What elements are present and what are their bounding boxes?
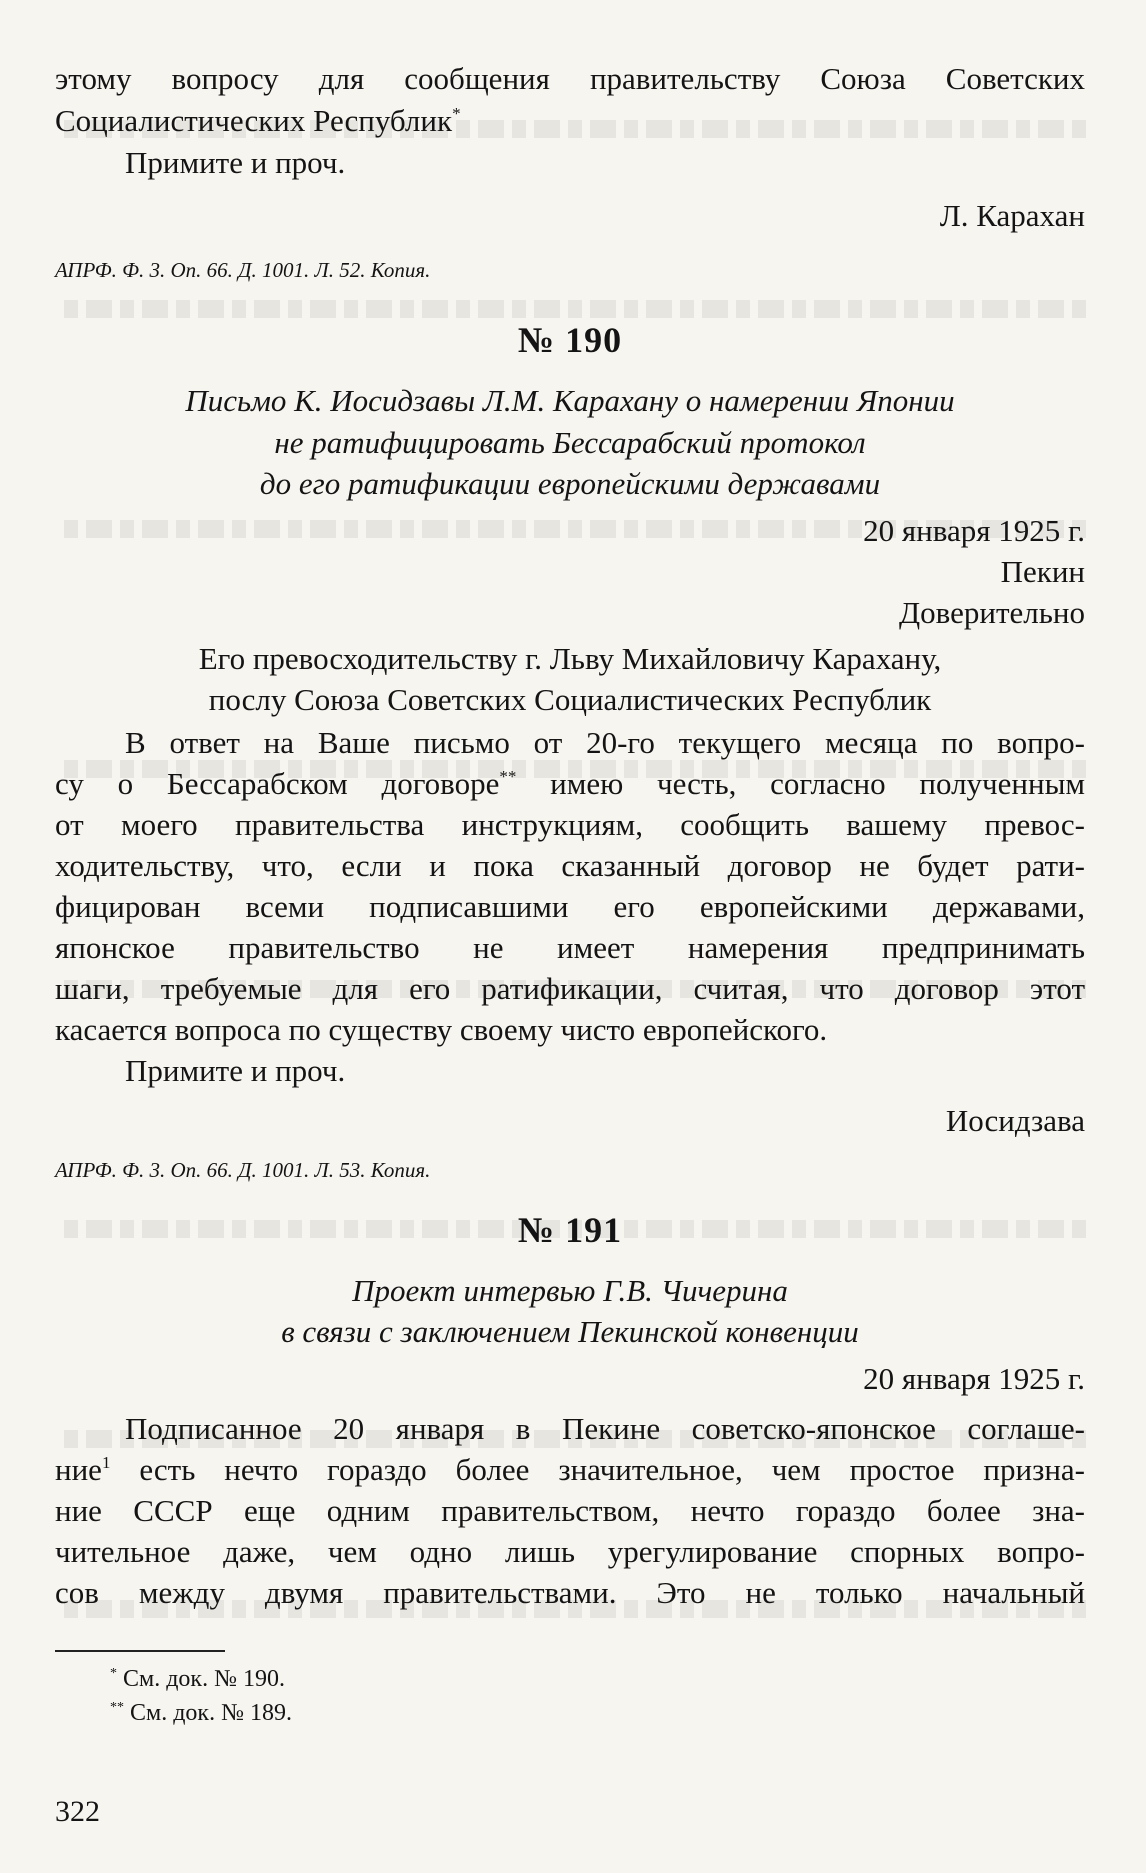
document-place: Пекин	[1000, 554, 1085, 589]
document-title-line: в связи с заключением Пекинской конвенции	[281, 1314, 859, 1349]
body-line: ходительству, что, если и пока сказанный договор не будет рати-	[55, 848, 1085, 883]
body-line: сов между двумя правительствами. Это не только начальный	[55, 1575, 1085, 1610]
body-line	[55, 1449, 1085, 1490]
document-date: 20 января 1925 г.	[863, 513, 1085, 548]
body-line: от моего правительства инструкциям, сообщить вашему превос-	[55, 807, 1085, 842]
signature: Иосидзава	[945, 1103, 1085, 1138]
text-fragment: ние	[55, 1452, 102, 1487]
footnote	[110, 1664, 285, 1694]
archive-source: АПРФ. Ф. 3. Оп. 66. Д. 1001. Л. 53. Копия.	[55, 1158, 431, 1182]
text-fragment: су о Бессарабском договоре	[55, 766, 500, 801]
body-line: чительное даже, чем одно лишь урегулирование спорных вопро-	[55, 1534, 1085, 1569]
body-line: касается вопроса по существу своему чисто европейского.	[55, 1012, 828, 1047]
footnote-marker: **	[110, 1700, 124, 1715]
body-line: шаги, требуемые для его ратификации, считая, что договор этот	[55, 971, 1085, 1006]
addressee-line: послу Союза Советских Социалистических Республик	[208, 682, 932, 717]
footnote-marker: *	[110, 1666, 117, 1681]
document-classification: Доверительно	[899, 595, 1085, 630]
document-title-line: Проект интервью Г.В. Чичерина	[352, 1273, 788, 1308]
body-line: японское правительство не имеет намерения предпринимать	[55, 930, 1085, 965]
document-number: № 190	[517, 320, 623, 360]
body-line: В ответ на Ваше письмо от 20-го текущего месяца по вопро-	[125, 725, 1085, 760]
footnote-separator	[55, 1650, 225, 1652]
footnote-marker: *	[452, 104, 461, 123]
body-line: фицирован всеми подписавшими его европейскими державами,	[55, 889, 1085, 924]
footnote	[110, 1698, 292, 1728]
footnote-text: См. док. № 189.	[124, 1700, 292, 1726]
footnote-marker: **	[499, 767, 517, 786]
document-number: № 191	[517, 1210, 623, 1250]
body-line: Подписанное 20 января в Пекине советско-японское соглаше-	[125, 1411, 1085, 1446]
closing-line: Примите и проч.	[125, 1053, 346, 1088]
document-date: 20 января 1925 г.	[863, 1361, 1085, 1396]
footnote-marker: 1	[101, 1453, 111, 1472]
body-line	[55, 763, 1085, 804]
footnote-text: См. док. № 190.	[117, 1666, 285, 1692]
text-fragment: есть нечто гораздо более значительное, чем простое призна-	[110, 1452, 1085, 1487]
text-line: этому вопросу для сообщения правительству Союза Советских	[55, 61, 1085, 96]
archive-source: АПРФ. Ф. 3. Оп. 66. Д. 1001. Л. 52. Копия.	[55, 258, 431, 282]
document-title-line: не ратифицировать Бессарабский протокол	[274, 425, 866, 460]
page-number: 322	[55, 1795, 100, 1828]
text-line	[55, 100, 1085, 141]
document-title-line: Письмо К. Иосидзавы Л.М. Карахану о намерении Японии	[185, 383, 955, 418]
addressee-line: Его превосходительству г. Льву Михайловичу Карахану,	[198, 641, 942, 676]
text-fragment: имею честь, согласно полученным	[516, 766, 1086, 801]
text-fragment: Социалистических Республик	[55, 103, 453, 138]
document-title-line: до его ратификации европейскими державами	[259, 466, 881, 501]
body-line: ние СССР еще одним правительством, нечто гораздо более зна-	[55, 1493, 1085, 1528]
closing-line: Примите и проч.	[125, 145, 346, 180]
signature: Л. Карахан	[939, 198, 1085, 233]
